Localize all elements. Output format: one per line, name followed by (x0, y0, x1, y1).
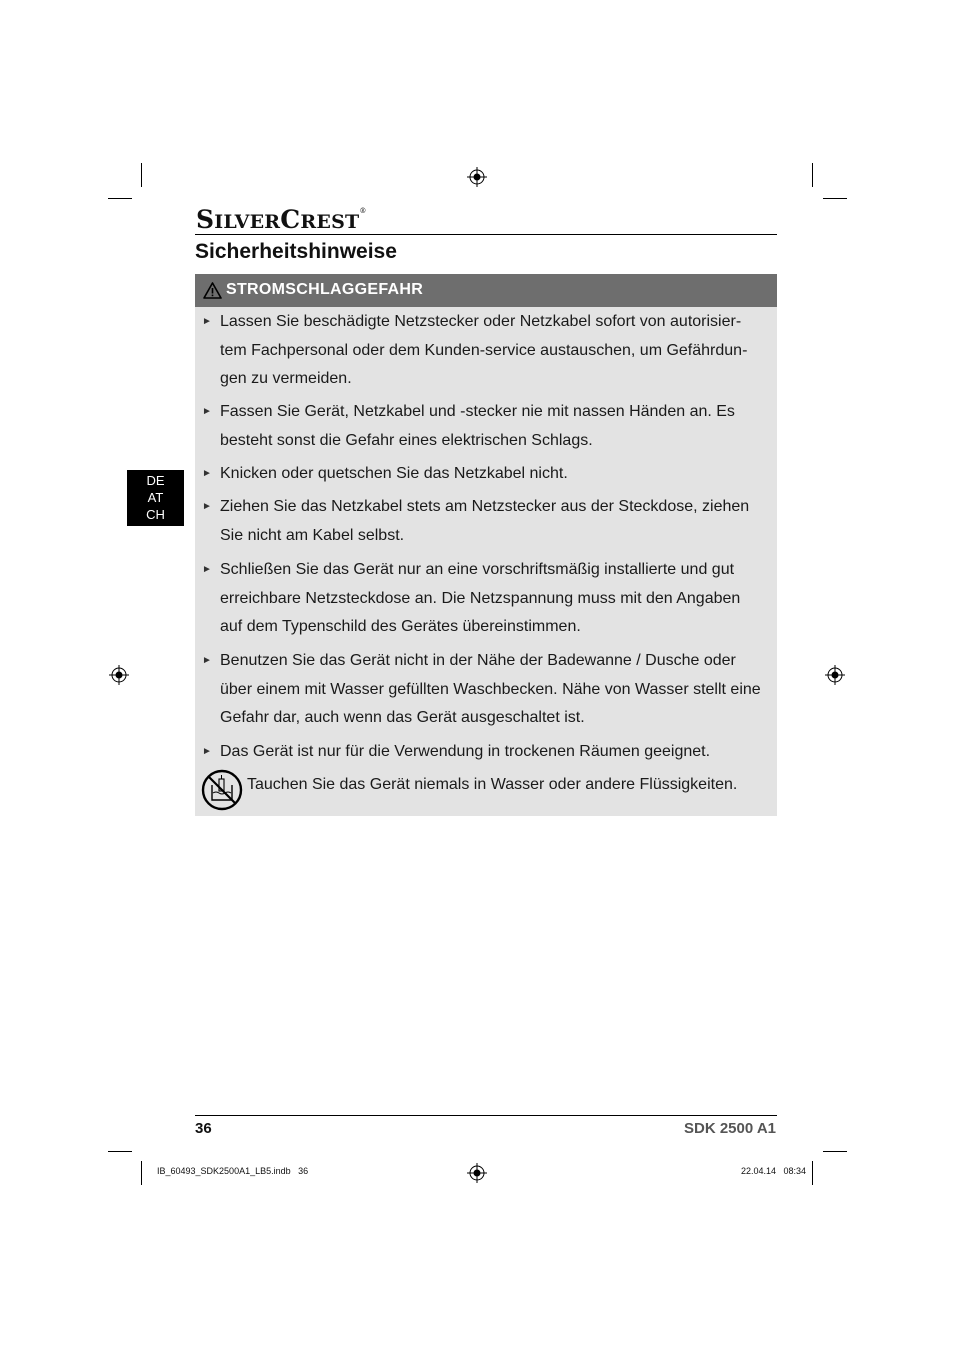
list-item: ► Benutzen Sie das Gerät nicht in der Nähe der Badewanne / Dusche oder über einem mit Wasser gefüllten Waschbecken. Nähe von Wasser stellt eine Gefahr dar, auch wenn das Gerät ausgeschaltet ist. (220, 647, 765, 733)
list-item: ► Das Gerät ist nur für die Verwendung in trockenen Räumen geeignet. (220, 738, 765, 767)
list-item: ► Ziehen Sie das Netzkabel stets am Netzstecker aus der Steckdose, ziehen Sie nicht am Kabel selbst. (220, 493, 765, 550)
language-code: AT (147, 490, 164, 505)
registration-mark-icon (825, 665, 845, 685)
immersion-warning-text: Tauchen Sie das Gerät niemals in Wasser oder andere Flüssigkeiten. (247, 776, 738, 793)
list-item: ► Knicken oder quetschen Sie das Netzkabel nicht. (220, 460, 765, 489)
page-title: Sicherheitshinweise (195, 240, 397, 263)
brand-logo: SILVERCREST® (196, 205, 367, 234)
crop-mark (108, 1151, 132, 1152)
print-slug-file: IB_60493_SDK2500A1_LB5.indb 36 (157, 1166, 309, 1176)
warning-body (195, 307, 777, 816)
bullet-arrow-icon: ► (202, 406, 212, 417)
crop-mark (812, 1161, 813, 1185)
registration-mark-icon (109, 665, 129, 685)
page-number: 36 (195, 1120, 212, 1137)
crop-mark (141, 163, 142, 187)
list-item: ► Fassen Sie Gerät, Netzkabel und -stecker nie mit nassen Händen an. Es besteht sonst die Gefahr eines elektrischen Schlags. (220, 398, 765, 455)
print-slug-date: 22.04.14 08:34 (740, 1166, 806, 1176)
registration-mark-icon (467, 1163, 487, 1183)
language-tab (127, 470, 184, 526)
crop-mark (108, 198, 132, 199)
bullet-arrow-icon: ► (202, 655, 212, 666)
list-item: ► Lassen Sie beschädigte Netzstecker oder Netzkabel sofort von autorisier-tem Fachpersonal oder dem Kunden-service austauschen, um Gefährdun-gen zu vermeiden. (220, 308, 765, 394)
crop-mark (823, 198, 847, 199)
warning-heading: STROMSCHLAGGEFAHR (226, 281, 424, 298)
bullet-arrow-icon: ► (202, 316, 212, 327)
bullet-arrow-icon: ► (202, 564, 212, 575)
list-item: ► Schließen Sie das Gerät nur an eine vorschriftsmäßig installierte und gut erreichbare Netzsteckdose an. Die Netzspannung muss mit den Angaben auf dem Typenschild des Gerätes übereinstimmen. (220, 556, 765, 642)
language-code: CH (146, 507, 165, 522)
warning-triangle-icon (203, 282, 222, 299)
bullet-arrow-icon: ► (202, 501, 212, 512)
crop-mark (823, 1151, 847, 1152)
footer-rule (195, 1115, 777, 1116)
crop-mark (812, 163, 813, 187)
registration-mark-icon (467, 167, 487, 187)
crop-mark (141, 1161, 142, 1185)
bullet-arrow-icon: ► (202, 468, 212, 479)
bullet-arrow-icon: ► (202, 746, 212, 757)
warning-header (195, 274, 777, 307)
language-code: DE (146, 473, 165, 488)
no-immersion-icon (201, 769, 243, 811)
model-number: SDK 2500 A1 (684, 1120, 776, 1137)
header-rule (195, 234, 777, 235)
